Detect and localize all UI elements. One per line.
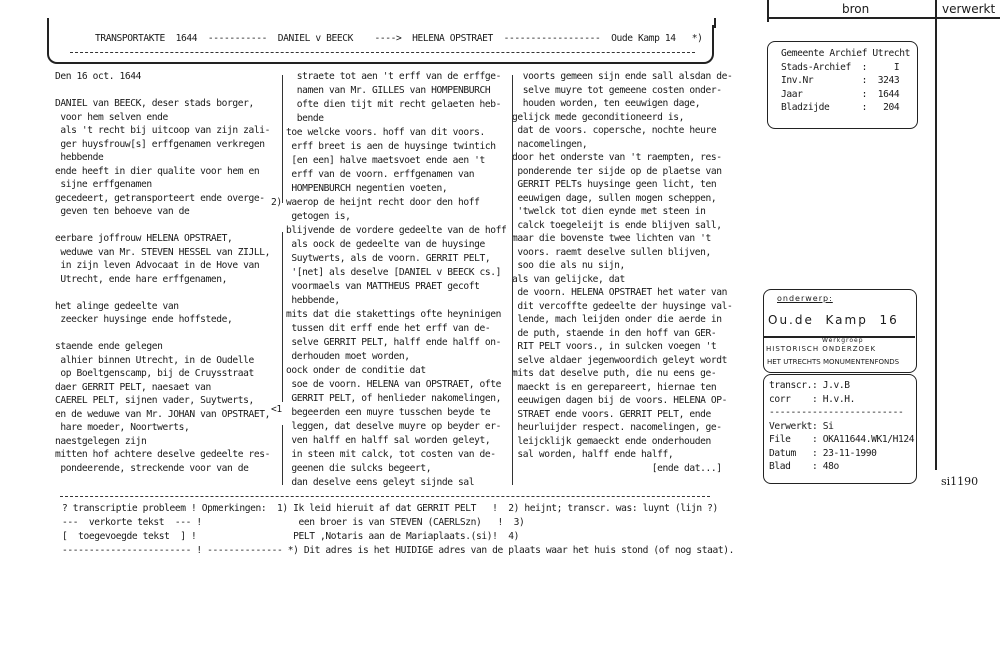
- text-line: [55, 84, 270, 98]
- archive-line: Stads-Archief : I: [781, 61, 900, 73]
- column-divider: [512, 75, 513, 485]
- archive-line: Bladzijde : 204: [781, 102, 900, 113]
- text-line: daer GERRIT PELT, naesaet van: [55, 381, 211, 393]
- text-line: lende, mach leijden onder die aerde in: [512, 314, 722, 325]
- text-line: dan deselve eens geleyt sijnde sal: [286, 477, 475, 488]
- header-box: [47, 25, 714, 64]
- fonds-name: HET UTRECHTS MONUMENTENFONDS: [767, 358, 900, 366]
- onderwerp-value: Ou.de Kamp 16: [768, 313, 899, 327]
- text-line: mits dat deselve puth, die nu eens ge-: [512, 368, 717, 379]
- text-line: [55, 286, 270, 300]
- meta-line: Datum : 23-11-1990: [769, 447, 877, 459]
- text-line: selve GERRIT PELT, halff ende halff on-: [286, 337, 502, 348]
- text-line: eeuwigen dagen bij de voors. HELENA OP-: [512, 395, 728, 406]
- footer-divider: [60, 496, 710, 497]
- text-line: [ende dat...]: [512, 462, 722, 474]
- text-line: dit vercoffte gedeelte der huysinge val-: [512, 300, 733, 312]
- text-line: [en een] halve maetsvoet ende aen 't: [286, 155, 485, 166]
- text-line: heurluijder respect. nacomelingen, ge-: [512, 422, 722, 433]
- text-line: oock onder de conditie dat: [286, 365, 426, 376]
- text-line: Den 16 oct. 1644: [55, 71, 142, 82]
- text-line: DANIEL van BEECK, deser stads borger,: [55, 98, 254, 109]
- text-line: CAEREL PELT, sijnen vader, Suytwerts,: [55, 395, 254, 406]
- text-line: tussen dit erff ende het erff van de-: [286, 323, 491, 334]
- text-line: eerbare joffrouw HELENA OPSTRAET,: [55, 233, 233, 244]
- text-line: mits dat die stakettings ofte heyninigen: [286, 309, 502, 320]
- footer-line: --- verkorte tekst --- ! een broer is van STEVEN (CAERLSzn) ! 3): [62, 517, 525, 528]
- onderwerp-label: onderwerp:: [777, 294, 833, 303]
- text-line: bende: [286, 113, 324, 124]
- text-line: Utrecht, ende hare erffgenamen,: [55, 273, 228, 285]
- meta-line: File : OKA11644.WK1/H124: [769, 434, 915, 445]
- text-line: voorts gemeen sijn ende sall alsdan de-: [512, 71, 733, 82]
- text-line: het alinge gedeelte van: [55, 300, 179, 312]
- text-line: leggen, dat deselve muyre op beyder er-: [286, 421, 502, 432]
- text-line: leijcklijk gemaeckt ende onderhouden: [512, 435, 711, 447]
- transcription-meta: [769, 379, 914, 474]
- text-line: [55, 327, 270, 341]
- text-line: straete tot aen 't erff van de erffge-: [286, 71, 502, 82]
- archive-info: [781, 47, 910, 115]
- text-line: als 't recht bij uitcoop van zijn zali-: [55, 125, 271, 136]
- text-line: GERRIT PELTs huysinge geen licht, ten: [512, 179, 717, 190]
- text-line: maeckt is en gerepareert, hiernae ten: [512, 381, 717, 393]
- text-line: maar die bovenste twee lichten van 't: [512, 233, 711, 244]
- text-line: ven halff en halff sal worden geleyt,: [286, 435, 491, 446]
- bron-table-header-line: [767, 17, 1000, 19]
- text-column-1: [55, 70, 270, 475]
- meta-line: -------------------------: [769, 407, 904, 418]
- footer-line: ------------------------ ! -------------- *) Dit adres is het HUIDIGE adres van de plaats waar het huis stond (of nog staat).: [62, 545, 734, 556]
- text-line: HOMPENBURCH negentien voeten,: [286, 183, 448, 194]
- text-line: getogen is,: [286, 211, 351, 222]
- header-divider: [70, 52, 695, 53]
- text-line: selve aldaer jegenwoordich geleyt wordt: [512, 354, 728, 366]
- text-line: de voorn. HELENA OPSTRAET het water van: [512, 287, 728, 298]
- text-line: calck toegeleijt is ende blijven sall,: [512, 219, 722, 231]
- text-line: blijvende de vordere gedeelte van de hoff: [286, 225, 507, 236]
- footer-notes: [62, 502, 734, 558]
- text-line: STRAET ende voors. GERRIT PELT, ende: [512, 408, 711, 420]
- bron-header: bron: [842, 2, 870, 16]
- text-line: weduwe van Mr. STEVEN HESSEL van ZIJLL,: [55, 246, 271, 258]
- text-line: ofte dien tijt mit recht gelaeten heb-: [286, 99, 502, 110]
- bron-table-left-line: [767, 0, 769, 22]
- text-line: als van gelijcke, dat: [512, 273, 625, 285]
- meta-line: corr : H.v.H.: [769, 393, 856, 405]
- text-line: alhier binnen Utrecht, in de Oudelle: [55, 354, 254, 366]
- column-divider: [282, 425, 283, 485]
- text-line: voormaels van MATTHEUS PRAET gecoft: [286, 281, 480, 292]
- archive-line: Inv.Nr : 3243: [781, 75, 900, 86]
- column-divider: [282, 75, 283, 203]
- text-line: de puth, staende in den hoff van GER-: [512, 327, 717, 339]
- margin-note-2: 2): [271, 197, 282, 208]
- margin-note-1: <1: [271, 404, 282, 415]
- text-line: sal worden, halff ende halff,: [512, 449, 674, 460]
- text-line: erff van de voorn. erffgenamen van: [286, 169, 475, 180]
- text-line: geven ten behoeve van de: [55, 206, 190, 217]
- text-line: eeuwigen dage, sullen mogen scheppen,: [512, 192, 717, 204]
- text-line: staende ende gelegen: [55, 341, 163, 352]
- text-line: pondeerende, streckende voor van de: [55, 462, 249, 474]
- text-line: voors. raemt deselve sullen blijven,: [512, 246, 711, 258]
- text-line: soo die als nu sijn,: [512, 260, 625, 271]
- text-line: voor hem selven ende: [55, 111, 168, 123]
- text-line: [55, 219, 270, 233]
- text-line: dat de voors. copersche, nochte heure: [512, 125, 717, 136]
- verwerkt-header: verwerkt: [942, 2, 996, 16]
- werkgroep-label: Werkgroep: [822, 337, 864, 344]
- text-line: naestgelegen zijn: [55, 435, 147, 447]
- text-line: '[net] als deselve [DANIEL v BEECK cs.]: [286, 267, 502, 278]
- text-column-2: [286, 70, 506, 490]
- text-line: namen van Mr. GILLES van HOMPENBURCH: [286, 85, 491, 96]
- text-line: hebbende: [55, 152, 104, 163]
- text-line: hebbende,: [286, 295, 340, 306]
- text-line: derhouden moet worden,: [286, 351, 410, 362]
- text-line: Suytwerts, als de voorn. GERRIT PELT,: [286, 253, 491, 264]
- text-line: erff breet is aen de huysinge twintich: [286, 141, 496, 152]
- text-line: mitten hof achtere deselve gedeelte res-: [55, 449, 271, 460]
- footer-line: ? transcriptie probleem ! Opmerkingen: 1) Ik leid hieruit af dat GERRIT PELT ! 2) heijnt; transcr. was: luynt (lijn ?): [62, 503, 718, 514]
- text-column-3: [512, 70, 732, 475]
- archive-line: Jaar : 1644: [781, 88, 900, 100]
- text-line: RIT PELT voors., in sulcken voegen 't: [512, 341, 717, 352]
- meta-line: Blad : 48o: [769, 461, 839, 472]
- text-line: houden worden, ten eeuwigen dage,: [512, 98, 701, 109]
- text-line: nacomelingen,: [512, 138, 588, 150]
- text-line: selve muyre tot gemeene costen onder-: [512, 84, 722, 96]
- text-line: door het onderste van 't raempten, res-: [512, 152, 722, 163]
- footer-line: [ toegevoegde tekst ] ! PELT ,Notaris aan de Mariaplaats.(si)! 4): [62, 531, 519, 542]
- text-line: sijne erffgenamen: [55, 179, 152, 190]
- text-line: ende heeft in dier qualite voor hem en: [55, 165, 260, 177]
- text-line: zeecker huysinge ende hoffstede,: [55, 314, 233, 325]
- text-line: in zijn leven Advocaat in de Hove van: [55, 260, 260, 271]
- text-line: in steen mit calck, tot costen van de-: [286, 449, 496, 460]
- text-line: GERRIT PELT, of henlieder nakomelingen,: [286, 393, 502, 404]
- text-line: hare moeder, Noortwerts,: [55, 422, 190, 433]
- document-title: TRANSPORTAKTE 1644 ----------- DANIEL v BEECK ----> HELENA OPSTRAET ------------------ Oude Kamp 14 *): [95, 33, 703, 44]
- text-line: geenen die sulcks begeert,: [286, 463, 432, 474]
- sheet-code: si1190: [941, 475, 979, 488]
- text-line: 'twelck tot dien eynde met steen in: [512, 206, 706, 217]
- meta-line: transcr.: J.v.B: [769, 380, 850, 391]
- text-line: gecedeert, getransporteert ende overge-: [55, 192, 265, 204]
- text-line: toe welcke voors. hoff van dit voors.: [286, 127, 485, 138]
- text-line: waerop de heijnt recht door den hoff: [286, 197, 480, 208]
- text-line: als oock de gedeelte van de huysinge: [286, 239, 485, 250]
- verwerkt-column-line: [935, 0, 937, 470]
- meta-line: Verwerkt: Si: [769, 420, 834, 432]
- text-line: ponderende ter sijde op de plaetse van: [512, 165, 722, 177]
- archive-line: Gemeente Archief Utrecht: [781, 48, 911, 59]
- text-line: soe de voorn. HELENA van OPSTRAET, ofte: [286, 379, 502, 390]
- text-line: ger huysfrouw[s] erffgenamen verkregen: [55, 138, 265, 150]
- column-divider: [282, 232, 283, 402]
- text-line: gelijck mede geconditioneerd is,: [512, 111, 685, 123]
- text-line: op Boeltgenscamp, bij de Cruysstraat: [55, 368, 254, 379]
- text-line: begeerden een muyre tusschen beyde te: [286, 407, 491, 418]
- werkgroep-name: HISTORISCH ONDERZOEK: [766, 345, 877, 353]
- text-line: en de weduwe van Mr. JOHAN van OPSTRAET,: [55, 408, 271, 420]
